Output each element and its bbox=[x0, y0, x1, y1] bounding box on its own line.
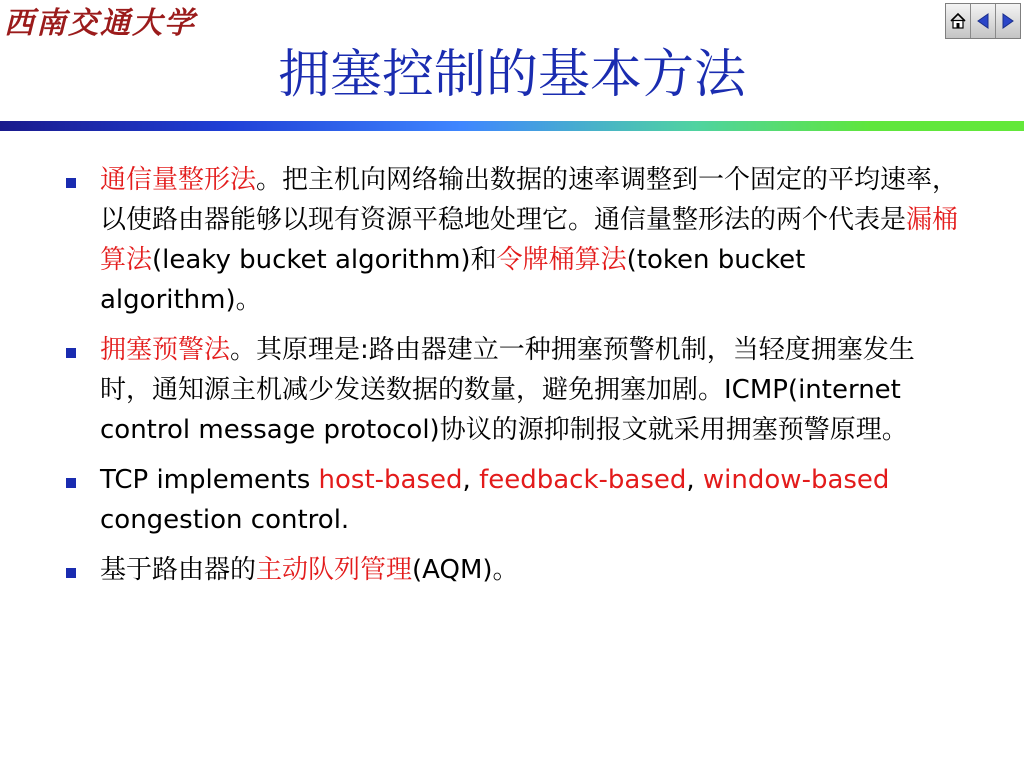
bullet-text: 。其原理是:路由器建立一种拥塞预警机制，当轻度拥塞发生时，通知源主机减少发送数据的数量，避免拥塞加剧。ICMP(internet control message protocol)协议的源抑制报文就采用拥塞预警原理。 bbox=[100, 335, 915, 445]
back-icon bbox=[975, 12, 991, 30]
bullet-aqm bbox=[62, 550, 962, 590]
term-token-bucket: 令牌桶算法 bbox=[496, 245, 627, 275]
bullet-text: (AQM)。 bbox=[412, 555, 519, 585]
bullet-traffic-shaping bbox=[62, 160, 962, 320]
bullet-marker bbox=[66, 478, 76, 488]
nav-controls bbox=[945, 3, 1021, 39]
bullet-congestion-warning bbox=[62, 330, 962, 450]
bullet-marker bbox=[66, 568, 76, 578]
university-logo: 西南交通大学 bbox=[4, 6, 196, 41]
bullet-text: 。把主机向网络输出数据的速率调整到一个固定的平均速率，以使路由器能够以现有资源平稳地处理它。通信量整形法的两个代表是 bbox=[100, 165, 959, 235]
home-button[interactable] bbox=[946, 4, 971, 38]
bullet-text: , bbox=[462, 465, 480, 495]
bullet-text: (leaky bucket algorithm)和 bbox=[152, 245, 497, 275]
bullet-marker bbox=[66, 348, 76, 358]
page-title: 拥塞控制的基本方法 bbox=[277, 45, 746, 105]
term-host-based: host-based bbox=[318, 465, 463, 495]
term-leaky-bucket: 漏桶算法 bbox=[100, 205, 959, 275]
back-button[interactable] bbox=[971, 4, 996, 38]
bullet-text: 基于路由器的 bbox=[100, 555, 257, 585]
title-divider bbox=[0, 121, 1024, 131]
bullet-text: (token bucket algorithm)。 bbox=[100, 245, 806, 315]
term-traffic-shaping: 通信量整形法 bbox=[100, 165, 257, 195]
bullet-text: , bbox=[686, 465, 703, 495]
bullet-list bbox=[62, 160, 962, 600]
term-aqm: 主动队列管理 bbox=[256, 555, 413, 585]
term-window-based: window-based bbox=[702, 465, 890, 495]
term-congestion-warning: 拥塞预警法 bbox=[100, 335, 231, 365]
bullet-marker bbox=[66, 178, 76, 188]
bullet-tcp-control bbox=[62, 460, 962, 540]
bullet-text: TCP implements bbox=[100, 465, 319, 495]
forward-button[interactable] bbox=[996, 4, 1020, 38]
bullet-text: congestion control. bbox=[100, 505, 350, 535]
home-icon bbox=[949, 12, 967, 30]
forward-icon bbox=[1000, 12, 1016, 30]
term-feedback-based: feedback-based bbox=[479, 465, 687, 495]
